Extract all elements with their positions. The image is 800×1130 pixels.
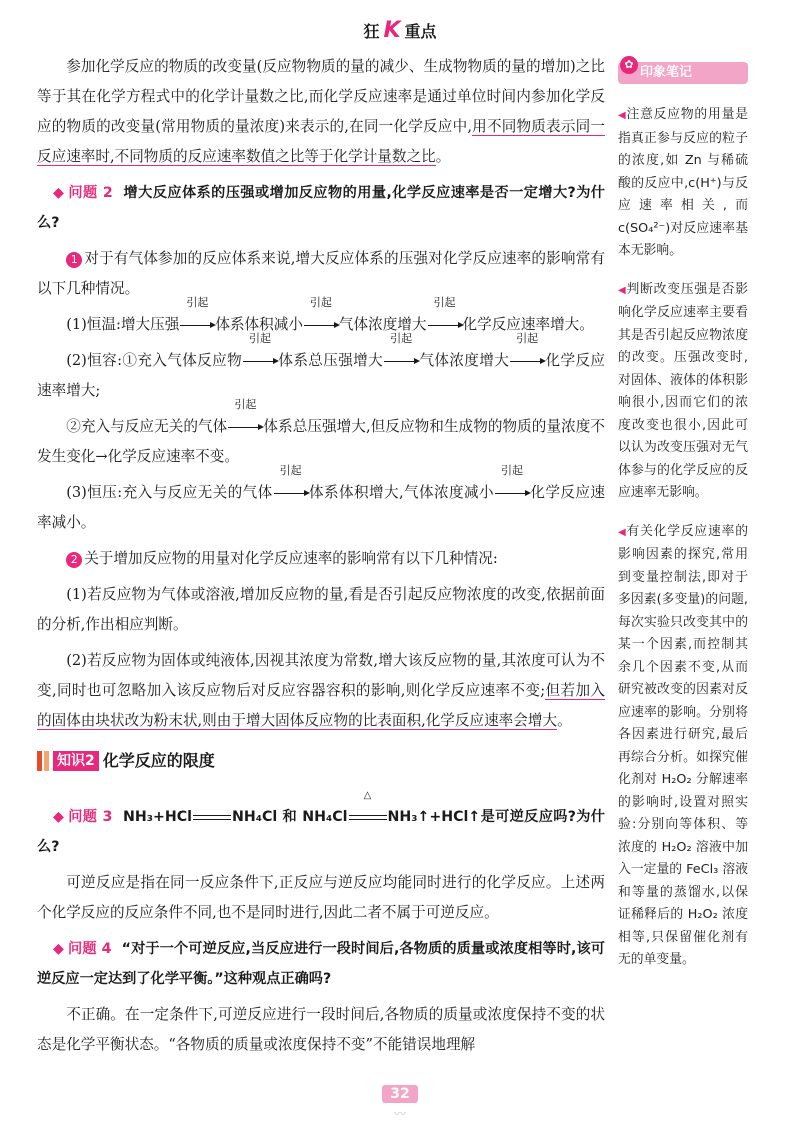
question-4	[37, 934, 605, 994]
detail-2-underlined: 但若加入的固体由块状改为粉末状,则由于增大固体反应物的比表面积,化学反应速率会增大	[37, 682, 605, 729]
intro-text-c: 。	[435, 148, 451, 165]
page-footer	[0, 1083, 800, 1122]
delta-label: △	[363, 790, 372, 801]
question-3-a: NH₃+HCl	[122, 809, 192, 825]
side-notes-header	[618, 58, 748, 84]
point-2-text: 关于增加反应物的用量对化学反应速率的影响常有以下几种情况:	[84, 550, 498, 567]
side-note-2	[618, 279, 748, 505]
page-header	[0, 18, 800, 43]
case-2-s3: 化学反应速率增大;	[37, 352, 605, 399]
case-3-pre: ②充入与反应无关的气体	[66, 418, 228, 435]
header-left: 狂	[363, 22, 380, 41]
question-2-label: 问题 2	[68, 185, 113, 201]
header-right: 重点	[404, 22, 437, 41]
arrow-label: 引起	[309, 296, 332, 309]
case-3	[37, 398, 605, 472]
side-note-2-text: 判断改变压强是否影响化学反应速率主要看其是否引起反应物浓度的改变。压强改变时,对固体、液体的体积影响很小,因而它们的浓度改变也很小,因此可以认为改变压强对无气体参与的化学反应的反应速率无影响。	[618, 281, 748, 500]
triangle-icon: ◀	[618, 284, 627, 296]
side-notes	[618, 58, 748, 988]
case-2	[37, 332, 605, 406]
side-notes-title: 印象笔记	[640, 65, 693, 80]
detail-1: (1)若反应物为气体或溶液,增加反应物的量,看是否引起反应物浓度的改变,依据前面的分析,作出相应判断。	[37, 586, 605, 633]
arrow-label: 引起	[433, 296, 456, 309]
elephant-icon: ✿	[620, 56, 638, 74]
heat-equals-icon	[348, 790, 388, 832]
case-1-s2: 气体浓度增大	[338, 316, 427, 333]
question-2	[37, 178, 605, 238]
header-k-logo: K	[383, 18, 401, 43]
diamond-icon: ◆	[53, 185, 65, 201]
case-2-s1: 体系总压强增大	[278, 352, 384, 369]
side-note-1	[618, 104, 748, 263]
arrow-label: 引起	[390, 332, 413, 345]
question-3-c: NH₃↑+HCl↑是可逆反应吗?为什么?	[37, 809, 605, 855]
answer-3: 可逆反应是指在同一反应条件下,正反应与逆反应均能同时进行的化学反应。上述两个化学反应的反应条件不同,也不是同时进行,因此二者不属于可逆反应。	[37, 874, 605, 921]
triangle-icon: ◀	[618, 526, 627, 538]
number-2-icon: 2	[66, 552, 82, 568]
case-4	[37, 464, 606, 538]
point-2	[37, 544, 605, 574]
case-2-pre: (2)恒容:①充入气体反应物	[66, 352, 243, 369]
detail-2-c: 。	[557, 712, 572, 729]
arrow-icon	[242, 332, 278, 376]
arrow-label: 引起	[501, 464, 524, 477]
section-bar-icon	[37, 751, 42, 771]
diamond-icon: ◆	[53, 941, 65, 957]
main-column	[37, 52, 605, 1066]
triangle-icon: ◀	[618, 110, 627, 121]
question-4-label: 问题 4	[68, 941, 112, 957]
arrow-icon	[383, 332, 419, 376]
question-4-text: “对于一个可逆反应,当反应进行一段时间后,各物质的质量或浓度相等时,该可逆反应一定达到了化学平衡。”这种观点正确吗?	[37, 941, 605, 987]
question-3-label: 问题 3	[68, 809, 113, 825]
equals-sign-icon	[192, 802, 232, 832]
page-number: 32	[382, 1085, 417, 1103]
question-3-b: NH₄Cl 和 NH₄Cl	[231, 809, 348, 825]
arrow-label: 引起	[249, 332, 272, 345]
intro-paragraph	[37, 52, 605, 172]
case-1-pre: (1)恒温:增大压强	[66, 316, 180, 333]
section-title: 化学反应的限度	[102, 751, 215, 770]
case-1-s1: 体系体积减小	[215, 316, 303, 333]
arrow-icon	[509, 332, 545, 376]
arrow-icon	[303, 296, 339, 340]
case-2-s2: 气体浓度增大	[419, 352, 510, 369]
side-note-3-text: 有关化学反应速率的影响因素的探究,常用到变量控制法,即对于多因素(多变量)的问题,每次实验只改变其中的某一个因素,而控制其余几个因素不变,从而研究被改变的因素对反应速率的影响。分别将各因素进行研究,最后再综合分析。如探究催化剂对 H₂O₂ 分解速率的影响时,设置对照实验:分别向等体积、等浓度的 H₂O₂ 溶液中加入一定量的 FeCl₃ 溶液和等量的蒸馏水,以保证稀释后的 H₂O₂ 浓度相等,只保留催化剂有无的单变量。	[618, 523, 748, 967]
section-bar-icon	[44, 751, 49, 771]
number-1-icon: 1	[66, 252, 82, 268]
case-4-s2: 化学反应速率减小。	[37, 484, 606, 531]
arrow-icon	[427, 296, 463, 340]
question-2-text: 增大反应体系的压强或增加反应物的用量,化学反应速率是否一定增大?为什么?	[37, 185, 605, 231]
swirl-icon: 〰	[393, 1107, 406, 1121]
section-heading	[37, 746, 605, 776]
intro-underlined: 用不同物质表示同一反应速率时,不同物质的反应速率数值之比等于化学计量数之比	[37, 118, 605, 165]
point-1-text: 对于有气体参加的反应体系来说,增大反应体系的压强对化学反应速率的影响常有以下几种情况。	[37, 250, 605, 297]
case-3-s1: 体系总压强增大,但反应物和生成物的物质的量浓度不发生变化→化学反应速率不变。	[37, 418, 605, 465]
arrow-label: 引起	[234, 398, 257, 411]
side-note-3	[618, 521, 748, 972]
intro-text-a: 参加化学反应的物质的改变量(反应物物质的量的减少、生成物物质的量的增加)之比等于其在化学方程式中的化学计量数之比,而化学反应速率是通过单位时间内参加化学反应的物质的改变量(常用物质的量浓度)来表示的,在同一化学反应中,	[37, 58, 605, 135]
diamond-icon: ◆	[53, 809, 65, 825]
arrow-label: 引起	[516, 332, 539, 345]
case-4-s1: 体系体积增大,气体浓度减小	[308, 484, 495, 501]
arrow-icon	[273, 464, 309, 508]
arrow-label: 引起	[186, 296, 209, 309]
answer-4: 不正确。在一定条件下,可逆反应进行一段时间后,各物质的质量或浓度保持不变的状态是化学平衡状态。“各物质的质量或浓度保持不变”不能错误地理解	[37, 1006, 605, 1053]
detail-2-a: (2)若反应物为固体或纯液体,因视其浓度为常数,增大该反应物的量,其浓度可认为不变,同时也可忽略加入该反应物后对反应容器容积的影响,则化学反应速率不变;	[37, 652, 605, 699]
question-3	[37, 790, 605, 862]
detail-2	[37, 646, 605, 736]
side-note-1-text: 注意反应物的用量是指真正参与反应的粒子的浓度,如 Zn 与稀硫酸的反应中,c(H⁺)与反应速率相关,而c(SO₄²⁻)对反应速率基本无影响。	[618, 107, 748, 258]
arrow-icon	[227, 398, 263, 442]
arrow-label: 引起	[279, 464, 302, 477]
section-tag: 知识2	[53, 751, 99, 771]
case-4-pre: (3)恒压:充入与反应无关的气体	[66, 484, 273, 501]
case-1-s3: 化学反应速率增大。	[462, 316, 594, 333]
arrow-icon	[494, 464, 530, 508]
point-1	[37, 244, 605, 304]
arrow-icon	[179, 296, 215, 340]
